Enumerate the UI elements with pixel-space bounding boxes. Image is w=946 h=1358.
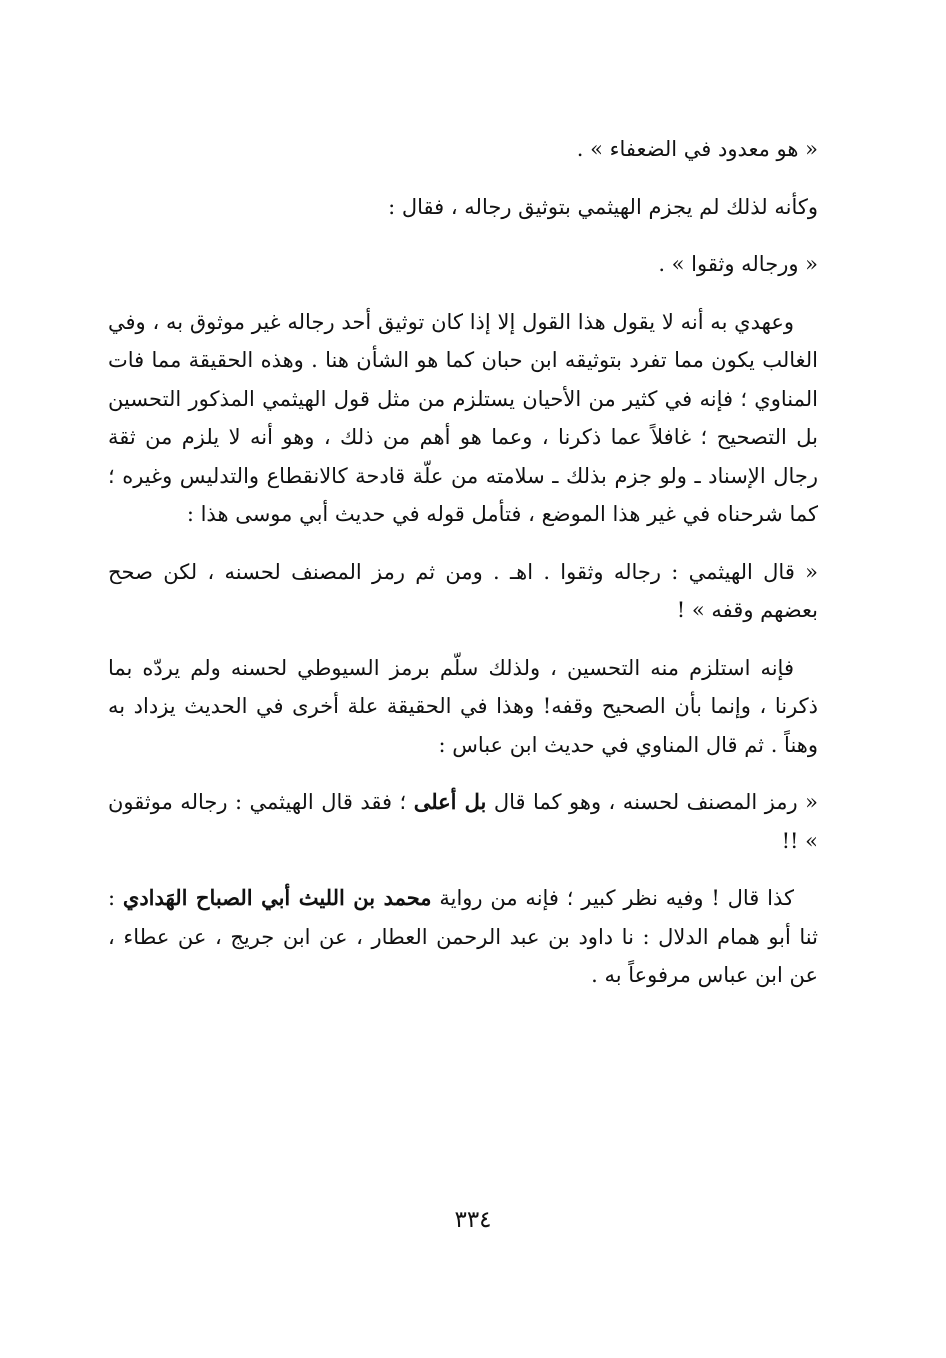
quote-rijaluhu-muwaththaqun (108, 783, 818, 860)
quote-bold-phrase: بل أعلى (413, 789, 487, 814)
quote-text-end: ؛ فقد قال الهيثمي : رجاله موثقون » !! (108, 790, 818, 853)
paragraph-munawi-ibn-abbas: فإنه استلزم منه التحسين ، ولذلك سلّم برمز السيوطي لحسنه ولم يردّه بما ذكرنا ، وإنما بأن الصحيح وقفه! وهذا في الحقيقة علة أخرى في الحديث يزداد به وهناً . ثم قال المناوي في حديث ابن عباس : (108, 655, 818, 757)
quote-line-trusted: « ورجاله وثقوا » . (658, 252, 818, 276)
paragraph-isnad-critique (108, 879, 818, 995)
paragraph-haythami-intro: وكأنه لذلك لم يجزم الهيثمي بتوثيق رجاله ، فقال : (388, 194, 818, 219)
quote-text-start: « رمز المصنف لحسنه ، وهو كما قال (486, 790, 818, 814)
narrator-name: محمد بن الليث أبي الصباح الهَدادي (122, 885, 432, 910)
page-number: ٣٣٤ (454, 1207, 492, 1233)
critique-text-start: كذا قال ! وفيه نظر كبير ؛ فإنه من رواية (431, 886, 794, 910)
paragraph-main-discussion: وعهدي به أنه لا يقول هذا القول إلا إذا كان توثيق أحد رجاله غير موثوق به ، وفي الغالب يكون مما تفرد بتوثيقه ابن حبان كما هو الشأن هنا . وهذه الحقيقة مما فات المناوي ؛ فإنه في كثير من الأحيان يستلزم من مثل قول الهيثمي المذكور التحسين بل التصحيح ؛ غافلاً عما ذكرنا ، وعما هو أهم من ذلك ، وهو أنه لا يلزم من ثقة رجال الإسناد ـ ولو جزم بذلك ـ سلامته من علّة قادحة كالانقطاع والتدليس وغيره ؛ كما شرحناه في غير هذا الموضع ، فتأمل قوله في حديث أبي موسى هذا : (108, 309, 818, 526)
critique-text-end: : ثنا أبو همام الدلال : نا داود بن عبد الرحمن العطار ، عن ابن جريج ، عن عطاء ، عن ابن عباس مرفوعاً به . (108, 886, 818, 987)
quote-haythami-hasan: « قال الهيثمي : رجاله وثقوا . اهـ . ومن ثم رمز المصنف لحسنه ، لكن صحح بعضهم وقفه » ! (108, 559, 818, 622)
page-body (108, 130, 818, 995)
quote-line-weak: « هو معدود في الضعفاء » . (576, 137, 818, 161)
